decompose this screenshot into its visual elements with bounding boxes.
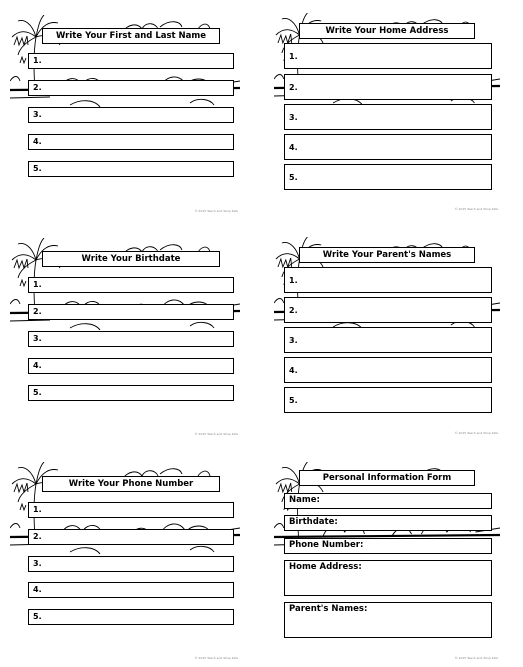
worksheet-title: Write Your Birthdate: [42, 251, 220, 267]
worksheet-home-address: [274, 13, 500, 213]
answer-line-3[interactable]: 3.: [28, 107, 234, 123]
copyright-credit: © 2015 Teach and Shop Kids: [454, 656, 498, 660]
answer-line-1[interactable]: 1.: [284, 43, 492, 69]
answer-line-1[interactable]: 1.: [284, 267, 492, 293]
worksheet-first-last-name: [10, 15, 240, 215]
worksheet-title: Write Your Parent's Names: [299, 247, 475, 263]
answer-line-4[interactable]: 4.: [28, 358, 234, 374]
answer-line-2[interactable]: 2.: [28, 80, 234, 96]
answer-line-5[interactable]: 5.: [28, 385, 234, 401]
answer-line-5[interactable]: 5.: [28, 609, 234, 625]
worksheet-phone-number: [10, 462, 240, 662]
worksheet-parents-names: [274, 237, 500, 437]
answer-line-2[interactable]: 2.: [284, 74, 492, 100]
answer-line-5[interactable]: 5.: [28, 161, 234, 177]
personal-information-form: [274, 462, 500, 662]
copyright-credit: © 2015 Teach and Shop Kids: [454, 431, 498, 435]
answer-line-1[interactable]: 1.: [28, 53, 234, 69]
copyright-credit: © 2015 Teach and Shop Kids: [454, 207, 498, 211]
form-title: Personal Information Form: [299, 470, 475, 486]
phone-number-field[interactable]: Phone Number:: [284, 538, 492, 554]
answer-line-2[interactable]: 2.: [284, 297, 492, 323]
worksheet-title: Write Your Phone Number: [42, 476, 220, 492]
answer-line-2[interactable]: 2.: [28, 529, 234, 545]
answer-line-3[interactable]: 3.: [284, 327, 492, 353]
worksheet-title: Write Your First and Last Name: [42, 28, 220, 44]
worksheet-title: Write Your Home Address: [299, 23, 475, 39]
copyright-credit: © 2015 Teach and Shop Kids: [194, 209, 238, 213]
name-field[interactable]: Name:: [284, 493, 492, 509]
answer-line-1[interactable]: 1.: [28, 502, 234, 518]
parents-names-field[interactable]: Parent's Names:: [284, 602, 492, 638]
answer-line-3[interactable]: 3.: [28, 331, 234, 347]
answer-line-4[interactable]: 4.: [284, 357, 492, 383]
answer-line-1[interactable]: 1.: [28, 277, 234, 293]
answer-line-4[interactable]: 4.: [28, 582, 234, 598]
birthdate-field[interactable]: Birthdate:: [284, 515, 492, 531]
copyright-credit: © 2015 Teach and Shop Kids: [194, 656, 238, 660]
worksheet-birthdate: [10, 238, 240, 438]
answer-line-2[interactable]: 2.: [28, 304, 234, 320]
copyright-credit: © 2015 Teach and Shop Kids: [194, 432, 238, 436]
answer-line-3[interactable]: 3.: [28, 556, 234, 572]
answer-line-4[interactable]: 4.: [28, 134, 234, 150]
home-address-field[interactable]: Home Address:: [284, 560, 492, 596]
answer-line-5[interactable]: 5.: [284, 387, 492, 413]
answer-line-4[interactable]: 4.: [284, 134, 492, 160]
answer-line-5[interactable]: 5.: [284, 164, 492, 190]
answer-line-3[interactable]: 3.: [284, 104, 492, 130]
